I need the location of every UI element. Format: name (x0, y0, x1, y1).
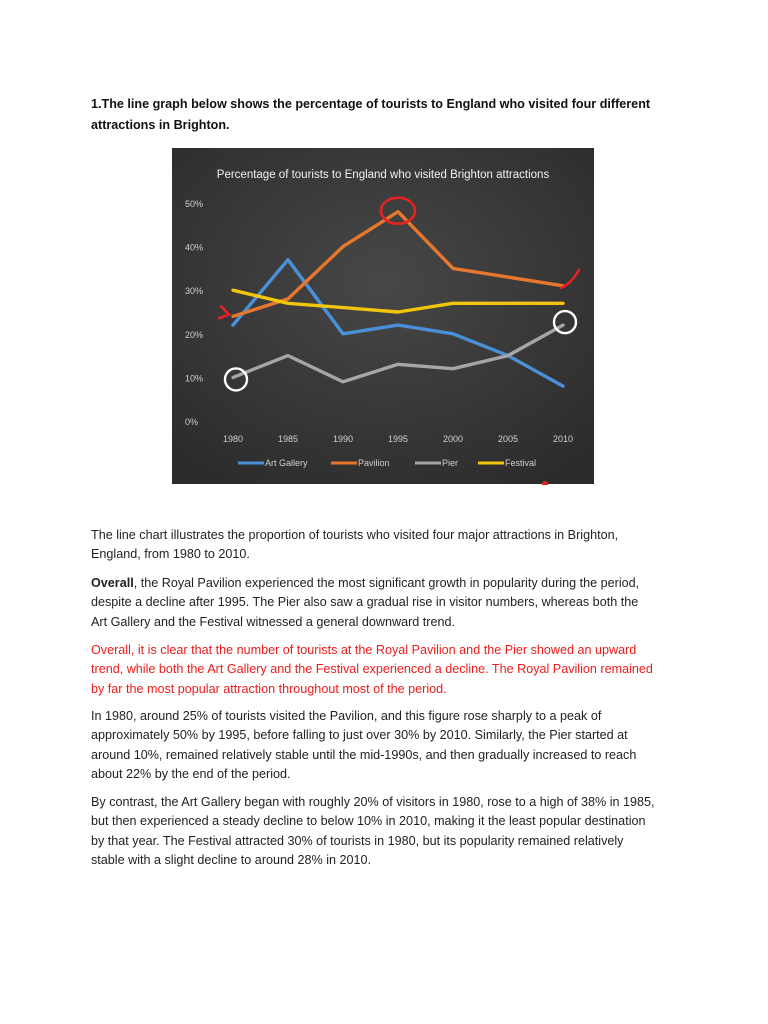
x-tick-label: 2010 (552, 434, 574, 444)
line-chart (163, 147, 594, 485)
y-tick-label: 40% (185, 242, 204, 253)
question-heading: 1.The line graph below shows the percentage of tourists to England who visited four different attractions in Brighton. (91, 97, 651, 132)
x-tick-label: 2005 (497, 434, 519, 444)
x-tick-label: 1980 (222, 434, 244, 444)
y-tick-label: 30% (185, 286, 204, 297)
y-tick-label: 50% (185, 199, 204, 209)
overall-rest: , the Royal Pavilion experienced the most significant growth in popularity during the period, despite a decline after 1995. The Pier also saw a gradual rise in visitor numbers, whereas both the Art Gallery and the Festival witnessed a general downward trend. (91, 576, 640, 629)
paragraph-intro: The line chart illustrates the proportion of tourists who visited four major attractions in Brighton, England, from 1980 to 2010. (91, 528, 619, 562)
x-tick-label: 2000 (442, 434, 464, 444)
chart-title: Percentage of tourists to England who visited Brighton attractions (216, 169, 550, 181)
paragraph-overall-corrected: Overall, it is clear that the number of tourists at the Royal Pavilion and the Pier showed an upward trend, while both the Art Gallery and the Festival experienced a decline. The Royal Pavilion remained by far the most popular attraction throughout most of the period. (91, 643, 653, 696)
paragraph-overall (91, 574, 657, 632)
legend-label: Pavilion (358, 458, 390, 468)
x-tick-label: 1995 (387, 434, 409, 444)
y-tick-label: 20% (185, 329, 204, 340)
x-tick-label: 1985 (277, 434, 299, 444)
chart-figure (163, 147, 594, 485)
paragraph-gallery-festival: By contrast, the Art Gallery began with roughly 20% of visitors in 1980, rose to a high of 38% in 1985, but then experienced a steady decline to below 10% in 2010, making it the least popular destination by that year. The Festival attracted 30% of tourists in 1980, but its popularity remained relatively stable with a slight decline to around 28% in 2010. (91, 795, 655, 867)
paragraph-pavilion-pier: In 1980, around 25% of tourists visited the Pavilion, and this figure rose sharply to a peak of approximately 50% by 1995, before falling to just over 30% by 2010. Similarly, the Pier started at around 10%, remained relatively stable until the mid-1990s, and then gradually increased to reach about 22% by the end of the period. (91, 709, 637, 781)
legend-label: Art Gallery (265, 458, 308, 468)
x-tick-label: 1990 (332, 434, 354, 444)
y-tick-label: 0% (185, 417, 199, 427)
legend-label: Pier (442, 458, 459, 468)
overall-bold: Overall (91, 576, 134, 590)
legend-label: Festival (505, 458, 537, 468)
y-tick-label: 10% (185, 373, 204, 384)
